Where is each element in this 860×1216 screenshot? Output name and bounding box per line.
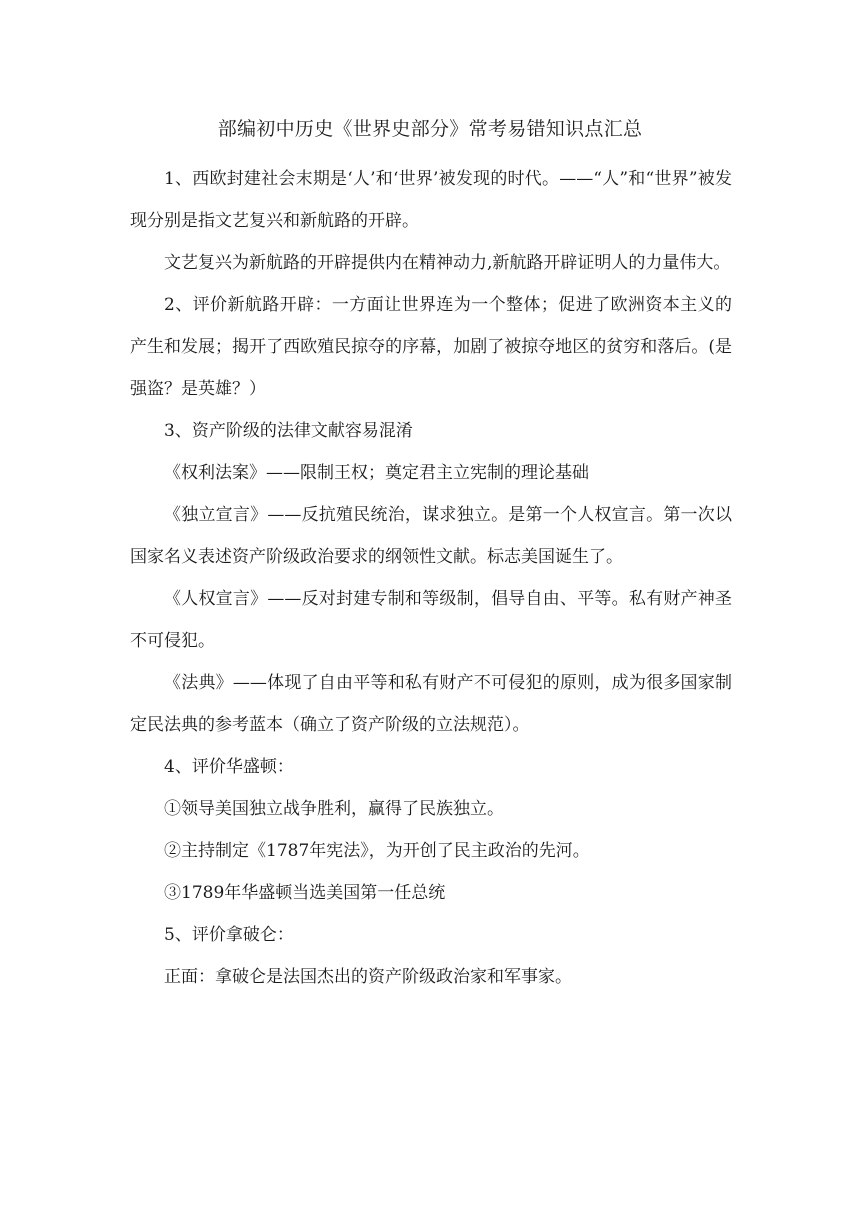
paragraph-11: ②主持制定《1787年宪法》，为开创了民主政治的先河。 xyxy=(164,841,590,861)
paragraph-10: ①领导美国独立战争胜利，赢得了民族独立。 xyxy=(164,799,504,819)
paragraph-14: 正面：拿破仑是法国杰出的资产阶级政治家和军事家。 xyxy=(164,967,572,987)
paragraph-1: 1、西欧封建社会末期是‘人’和‘世界’被发现的时代。——“人”和“世界”被发现分别是指文艺复兴和新航路的开辟。 xyxy=(130,169,732,231)
paragraph-13: 5、评价拿破仑： xyxy=(164,925,294,945)
paragraph-12: ③1789年华盛顿当选美国第一任总统 xyxy=(164,883,446,903)
document-title: 部编初中历史《世界史部分》常考易错知识点汇总 xyxy=(217,118,643,140)
paragraph-8: 《法典》——体现了自由平等和私有财产不可侵犯的原则，成为很多国家制定民法典的参考蓝本（确立了资产阶级的立法规范）。 xyxy=(130,673,732,735)
paragraph-4: 3、资产阶级的法律文献容易混淆 xyxy=(164,421,413,441)
paragraph-5: 《权利法案》——限制王权；奠定君主立宪制的理论基础 xyxy=(164,463,589,483)
document-body xyxy=(130,158,732,998)
paragraph-6: 《独立宣言》——反抗殖民统治，谋求独立。是第一个人权宣言。第一次以国家名义表述资产阶级政治要求的纲领性文献。标志美国诞生了。 xyxy=(130,505,732,567)
paragraph-7: 《人权宣言》——反对封建专制和等级制，倡导自由、平等。私有财产神圣不可侵犯。 xyxy=(130,589,732,651)
paragraph-2: 文艺复兴为新航路的开辟提供内在精神动力,新航路开辟证明人的力量伟大。 xyxy=(164,253,731,273)
paragraph-3: 2、评价新航路开辟：一方面让世界连为一个整体；促进了欧洲资本主义的产生和发展；揭开了西欧殖民掠夺的序幕，加剧了被掠夺地区的贫穷和落后。(是强盗？是英雄？） xyxy=(130,295,732,399)
paragraph-9: 4、评价华盛顿： xyxy=(164,757,294,777)
